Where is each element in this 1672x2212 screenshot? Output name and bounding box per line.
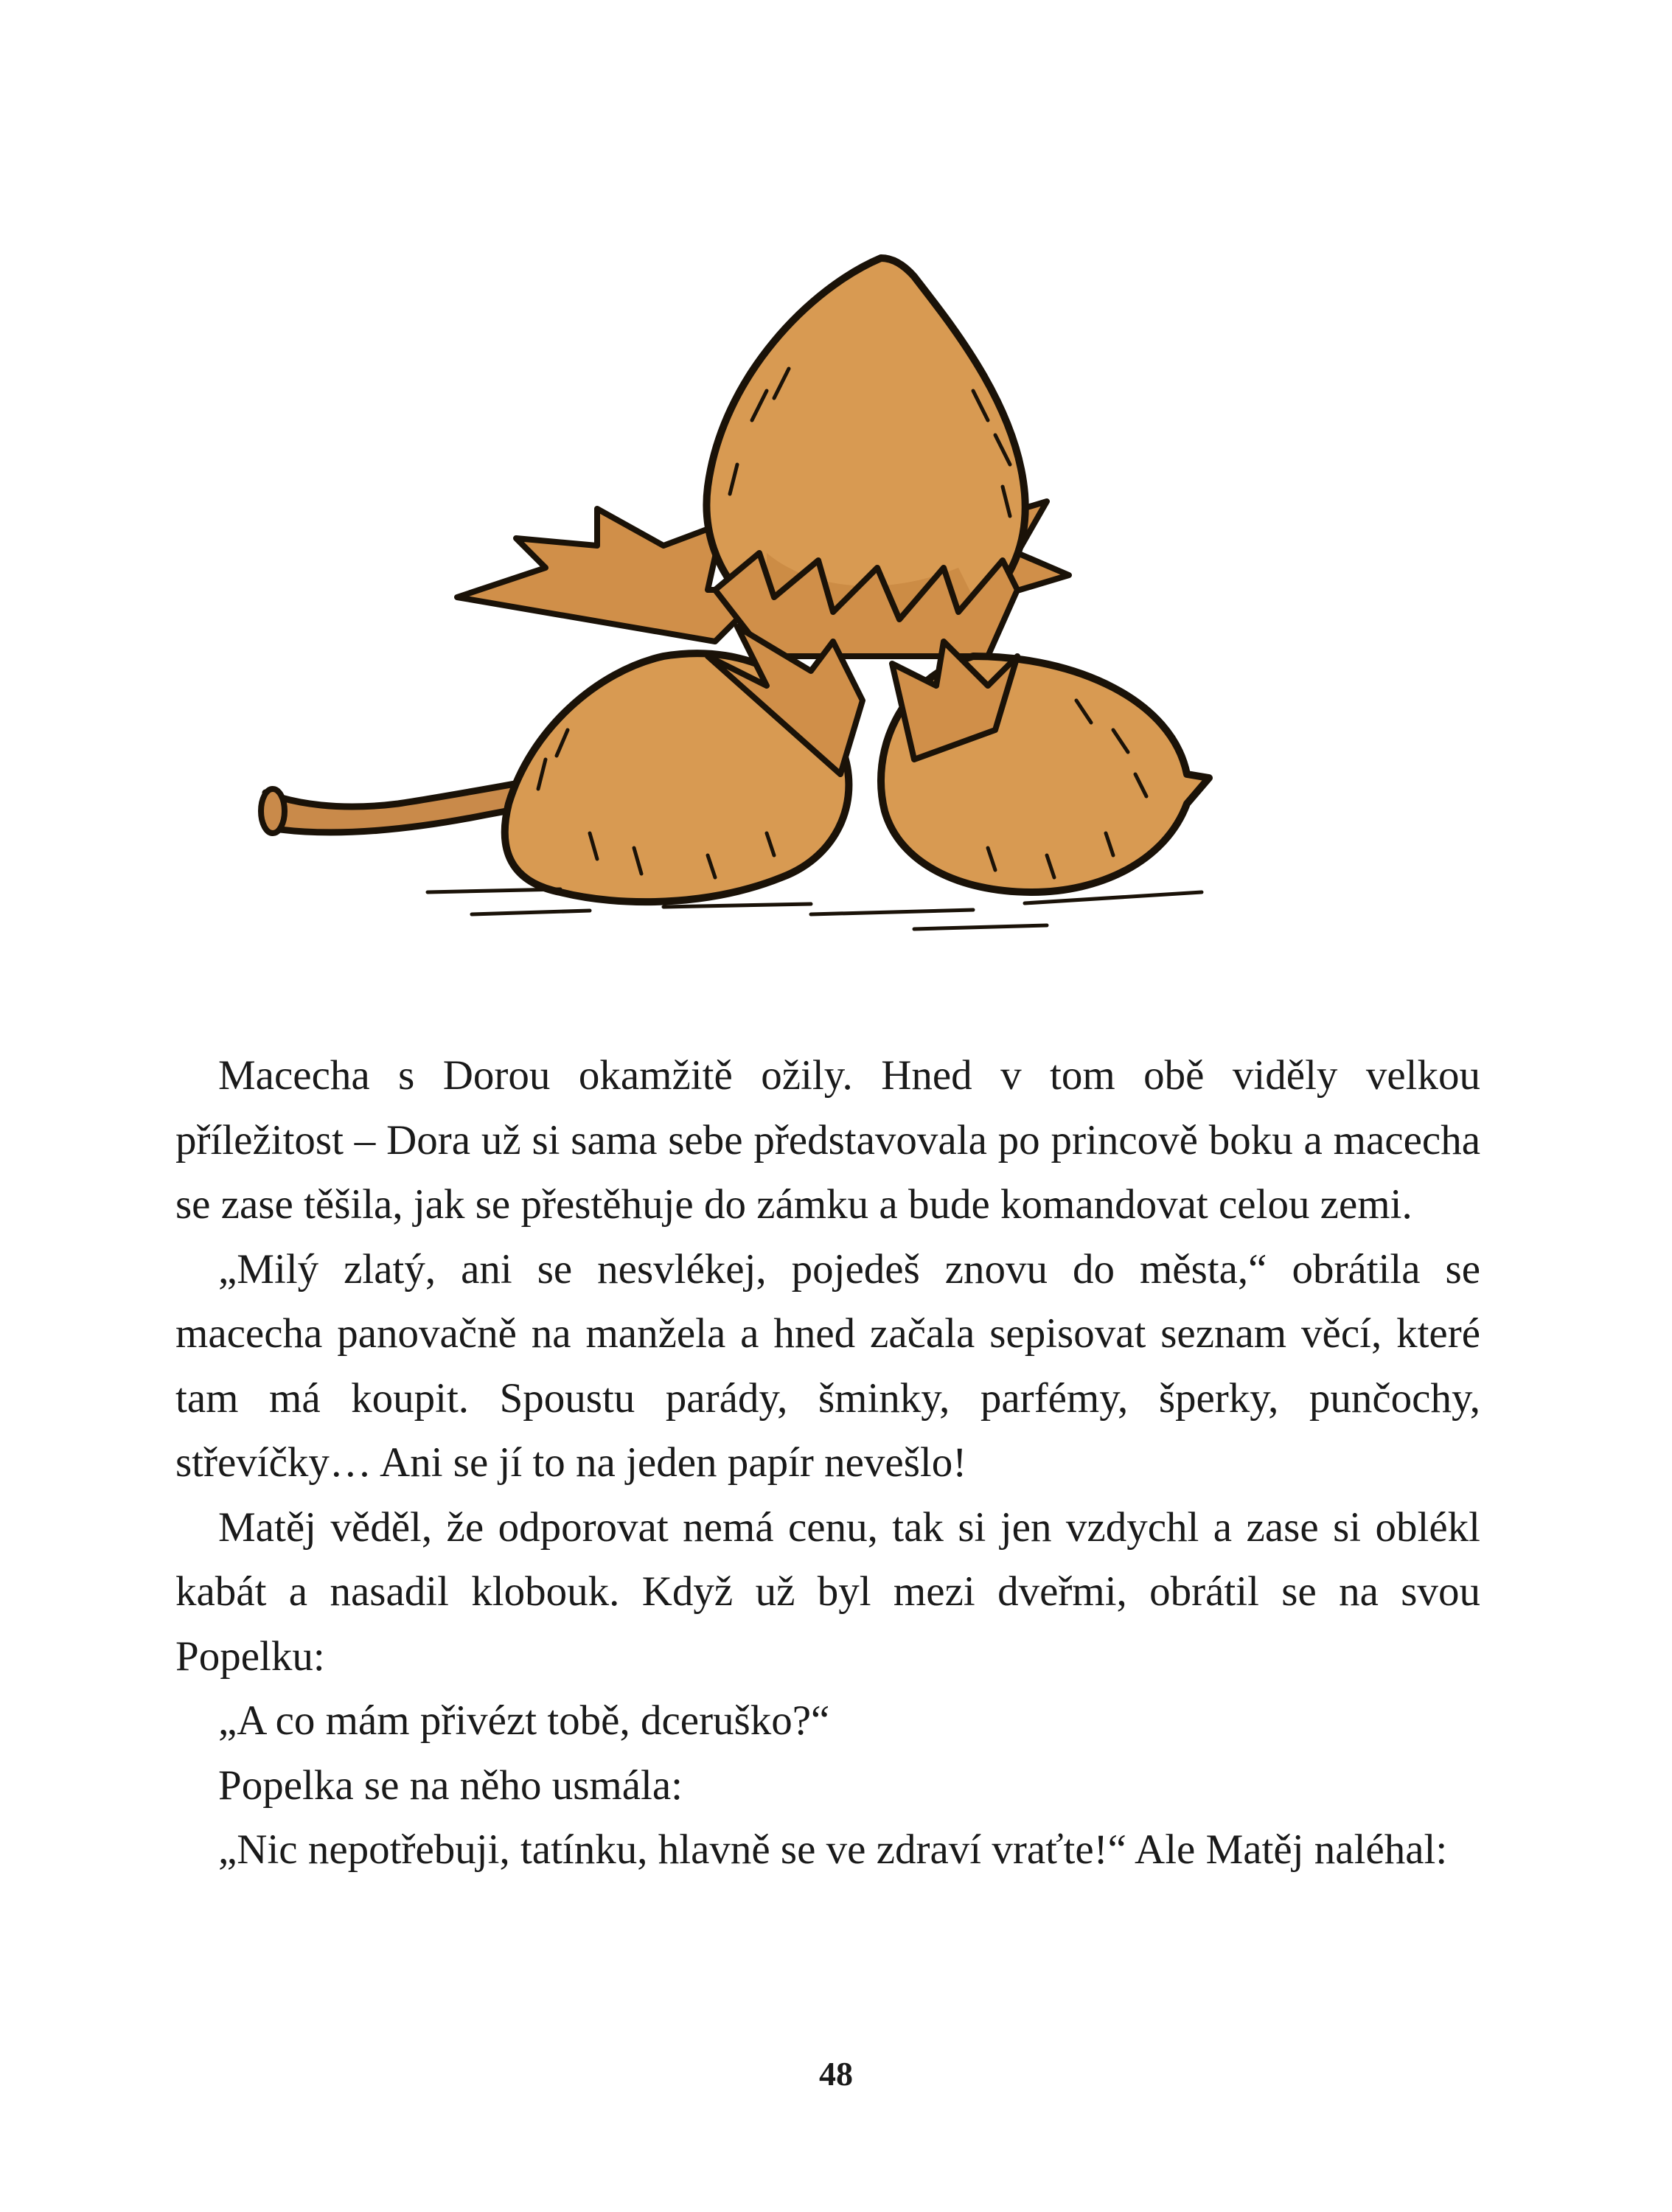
body-text	[175, 1043, 1480, 1882]
paragraph-5: Popelka se na něho usmála:	[218, 1761, 683, 1809]
hazelnuts-illustration	[251, 243, 1371, 936]
paragraph-6: „Nic nepotřebuji, tatínku, hlavně se ve zdraví vraťte!“ Ale Matěj naléhal:	[218, 1826, 1448, 1873]
page-number: 48	[819, 2055, 853, 2093]
paragraph-4: „A co mám přivézt tobě, dceruško?“	[218, 1697, 830, 1744]
paragraph-3: Matěj věděl, že odporovat nemá cenu, tak si jen vzdychl a zase si oblékl kabát a nasadil klobouk. Když už byl mezi dveřmi, obrátil se na svou Popelku:	[175, 1503, 1480, 1680]
paragraph-1: Macecha s Dorou okamžitě ožily. Hned v tom obě viděly velkou příležitost – Dora už si sama sebe představovala po princově boku a macecha se zase těšila, jak se přestěhuje do zámku a bude komandovat celou zemi.	[175, 1052, 1480, 1228]
paragraph-2: „Milý zlatý, ani se nesvlékej, pojedeš znovu do města,“ obrátila se macecha panovačně na manžela a hned začala sepisovat seznam věcí, které tam má koupit. Spoustu parády, šminky, parfémy, šperky, punčochy, střevíčky… Ani se jí to na jeden papír nevešlo!	[175, 1245, 1480, 1486]
